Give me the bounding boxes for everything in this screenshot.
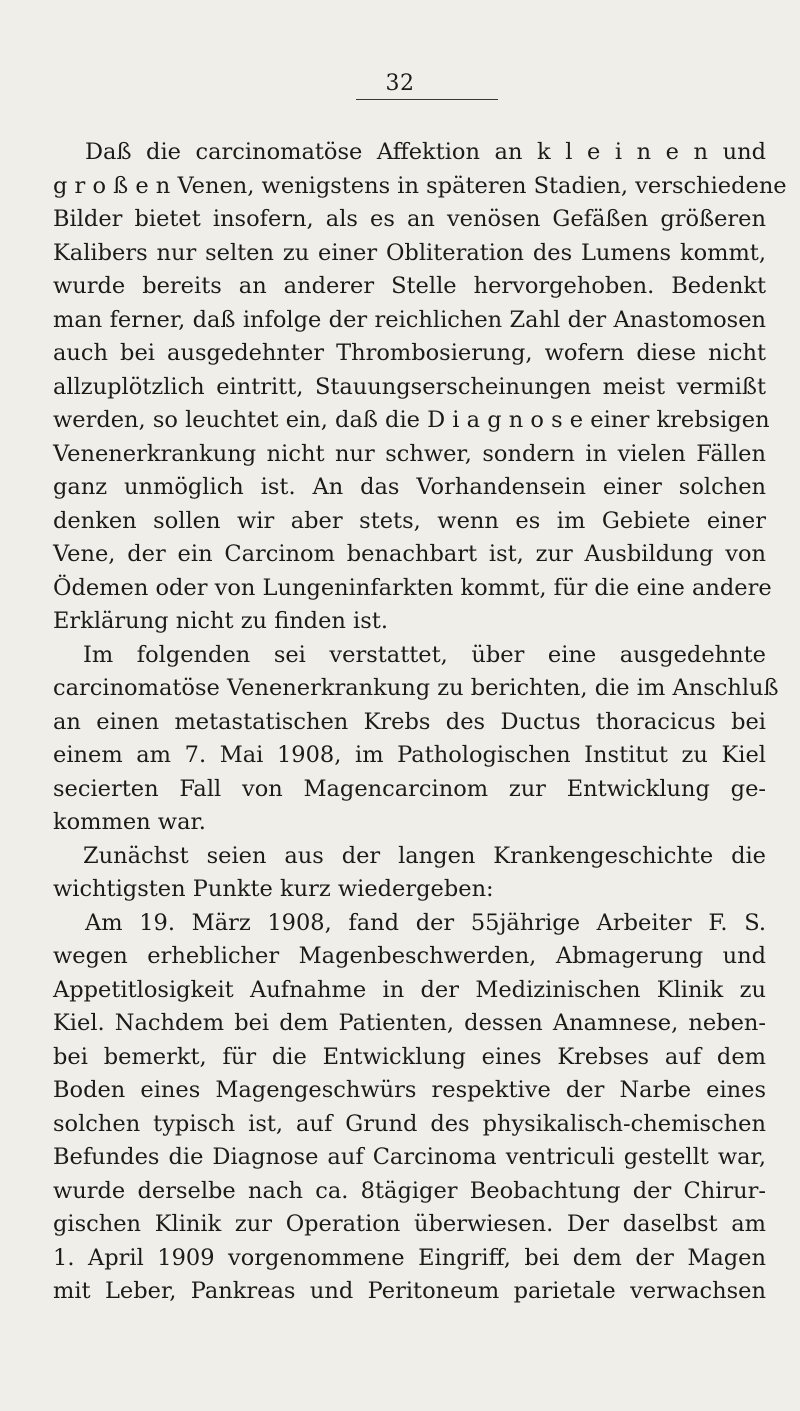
text-line: auch bei ausgedehnter Thrombosierung, wofern diese nicht (53, 340, 766, 366)
text-line: Am 19. März 1908, fand der 55jährige Arbeiter F. S. (85, 909, 766, 936)
text-line: denken sollen wir aber stets, wenn es im Gebiete einer (53, 507, 766, 534)
text-line: carcinomatöse Venenerkrankung zu berichten, die im Anschluß (53, 675, 779, 701)
text-line: Boden eines Magengeschwürs respektive der Narbe eines (53, 1077, 766, 1103)
text-line: wurde bereits an anderer Stelle hervorgehoben. Bedenkt (53, 273, 766, 299)
text-line: Vene, der ein Carcinom benachbart ist, zur Ausbildung von (53, 541, 766, 567)
text-line: bei bemerkt, für die Entwicklung eines Krebses auf dem (53, 1043, 766, 1070)
text-line: Erklärung nicht zu finden ist. (53, 608, 388, 634)
text-line: g r o ß e n Venen, wenigstens in späteren Stadien, verschiedene (53, 172, 787, 199)
text-line: Ödemen oder von Lungeninfarkten kommt, für die eine andere (53, 574, 772, 601)
text-line: allzuplötzlich eintritt, Stauungserscheinungen meist vermißt (53, 373, 766, 400)
page-number: 32 (385, 71, 415, 96)
text-line: ganz unmöglich ist. An das Vorhandensein einer solchen (53, 474, 766, 500)
text-line: Venenerkrankung nicht nur schwer, sondern in vielen Fällen (53, 440, 766, 467)
text-line: secierten Fall von Magencarcinom zur Entwicklung ge- (53, 775, 766, 802)
text-line: wurde derselbe nach ca. 8tägiger Beobachtung der Chirur- (53, 1177, 766, 1204)
text-line: solchen typisch ist, auf Grund des physikalisch-chemischen (53, 1110, 766, 1137)
text-line: wegen erheblicher Magenbeschwerden, Abmagerung und (53, 943, 766, 969)
text-line: an einen metastatischen Krebs des Ductus thoracicus bei (53, 708, 766, 735)
text-line: man ferner, daß infolge der reichlichen Zahl der Anastomosen (53, 306, 766, 333)
text-line: Befundes die Diagnose auf Carcinoma ventriculi gestellt war, (53, 1144, 766, 1170)
text-line: Kiel. Nachdem bei dem Patienten, dessen Anamnese, neben- (53, 1010, 766, 1036)
text-line: kommen war. (53, 809, 206, 835)
text-line: Im folgenden sei verstattet, über eine ausgedehnte (83, 641, 766, 668)
text-line: Zunächst seien aus der langen Krankengeschichte die (83, 842, 766, 869)
text-line: wichtigsten Punkte kurz wiedergeben: (53, 876, 494, 902)
text-line: mit Leber, Pankreas und Peritoneum parietale verwachsen (53, 1278, 766, 1304)
header-rule (356, 99, 498, 100)
text-line: werden, so leuchtet ein, daß die D i a g n o s e einer krebsigen (53, 407, 770, 433)
text-line: Bilder bietet insofern, als es an venösen Gefäßen größeren (53, 206, 766, 232)
text-line: gischen Klinik zur Operation überwiesen. Der daselbst am (53, 1211, 766, 1237)
text-line: Appetitlosigkeit Aufnahme in der Medizinischen Klinik zu (53, 976, 766, 1003)
body-text (53, 136, 787, 1309)
text-line: 1. April 1909 vorgenommene Eingriff, bei dem der Magen (53, 1244, 766, 1271)
text-line: Daß die carcinomatöse Affektion an k l e i n e n und (85, 139, 766, 165)
text-line: einem am 7. Mai 1908, im Pathologischen Institut zu Kiel (53, 742, 766, 768)
text-line: Kalibers nur selten zu einer Obliteration des Lumens kommt, (53, 239, 766, 266)
